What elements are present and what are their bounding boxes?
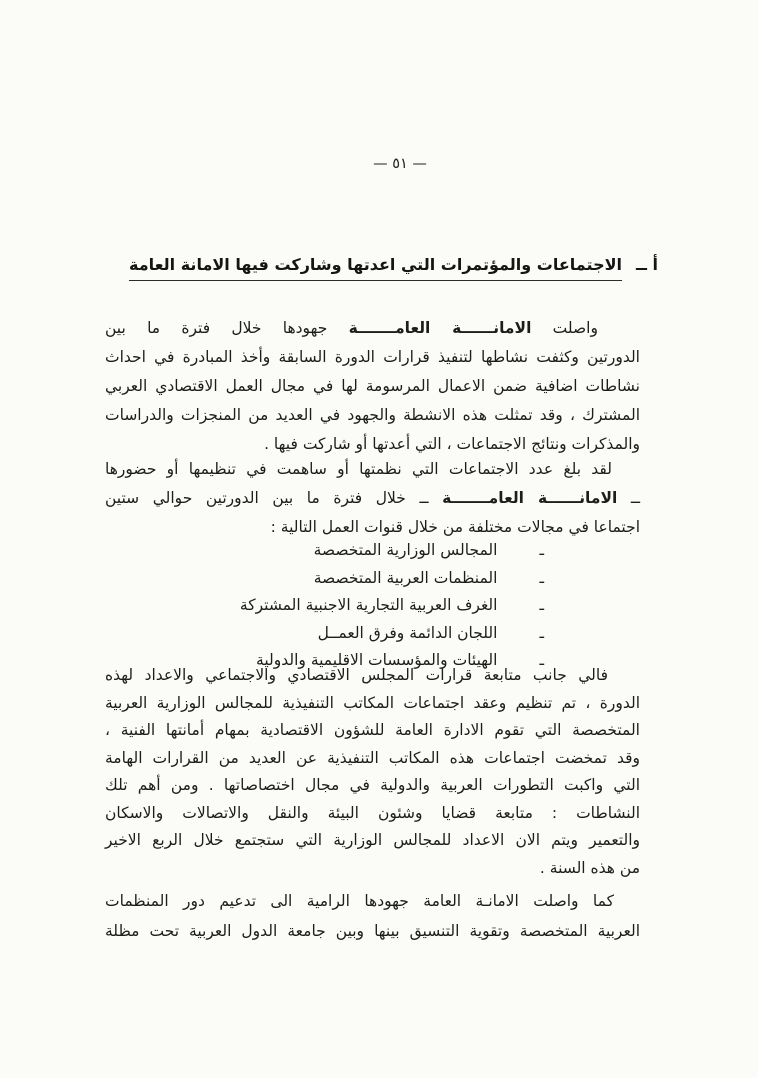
paragraph-1-line-4: المشترك ، وقد تمثلت هذه الانشطة والجهود في العديد من المنجزات والدراسات: [105, 406, 640, 424]
paragraph-3-line-8: من هذه السنة .: [539, 858, 640, 877]
work-channels-list: [105, 537, 640, 675]
paragraph-4-line-2: العربية المتخصصة وتقوية التنسيق بينها وبين جامعة الدول العربية تحت مظلة: [105, 922, 640, 940]
dash-bullet: ـ: [539, 568, 544, 587]
list-item: [105, 620, 640, 648]
paragraph-2-line-3: اجتماعا في مجالات مختلفة من خلال قنوات العمل التالية :: [270, 518, 640, 536]
paragraph-3: [105, 662, 640, 882]
paragraph-2-line-2-tail: خلال فترة ما بين الدورتين حوالي ستين: [105, 489, 406, 507]
paragraph-3-line-1: فالي جانب متابعة قرارات المجلس الاقتصادي والاجتماعي والاعداد لهذه: [105, 666, 608, 684]
paragraph-3-line-5: التي واكبت التطورات العربية والدولية في مجال اختصاصاتها . ومن أهم تلك: [105, 776, 640, 794]
list-item-text: المنظمات العربية المتخصصة: [313, 568, 498, 587]
paragraph-3-line-7: والتعمير ويتم الان الاعداد للمجالس الوزارية التي ستجتمع خلال الربع الاخير: [105, 831, 640, 849]
dash-mark: ــ: [419, 489, 429, 507]
dash-bullet: ـ: [539, 541, 544, 559]
paragraph-1-line-1: [105, 314, 640, 343]
paragraph-2-line-2: [105, 484, 640, 513]
general-secretariat-emphasis: الامانــــــة العامـــــــة: [348, 319, 532, 337]
list-item-text: الغرف العربية التجارية الاجنبية المشتركة: [239, 596, 498, 614]
list-item-text: اللجان الدائمة وفرق العمــل: [317, 623, 498, 642]
list-item: [105, 592, 640, 620]
paragraph-1-line-1-tail: جهودها خلال فترة ما بين: [105, 319, 328, 337]
dash-bullet: ـ: [539, 596, 544, 614]
paragraph-4: [105, 886, 640, 946]
dash-mark: ــ: [630, 489, 641, 507]
list-item-text: المجالس الوزارية المتخصصة: [313, 541, 498, 559]
page-number: — ٥١ —: [373, 156, 427, 172]
paragraph-1-line-1-lead: واصلت: [552, 319, 598, 337]
paragraph-4-line-1: كما واصلت الامانـة العامة جهودها الرامية الى تدعيم دور المنظمات: [105, 892, 614, 910]
list-item: [105, 565, 640, 593]
paragraph-1-line-5: والمذكرات ونتائج الاجتماعات ، التي أعدتها أو شاركت فيها .: [264, 435, 640, 453]
paragraph-3-line-2: الدورة ، تم تنظيم وعقد اجتماعات المكاتب التنفيذية للمجالس الوزارية العربية: [105, 693, 640, 712]
dash-bullet: ـ: [539, 651, 544, 669]
general-secretariat-emphasis: الامانــــــة العامـــــــة: [442, 489, 618, 507]
paragraph-1: [105, 314, 640, 459]
section-heading-text: الاجتماعات والمؤتمرات التي اعدتها وشاركت فيها الامانة العامة: [129, 255, 622, 281]
paragraph-2-line-1: لقد بلغ عدد الاجتماعات التي نظمتها أو ساهمت في تنظيمها أو حضورها: [105, 460, 612, 478]
paragraph-3-line-3: المتخصصة التي تقوم الادارة العامة للشؤون الاقتصادية بمهام أمانتها الفنية ،: [105, 721, 640, 739]
list-item: [105, 537, 640, 565]
paragraph-1-line-2: الدورتين وكثفت نشاطها لتنفيذ قرارات الدورة السابقة وأخذ المبادرة في احداث: [105, 348, 640, 366]
paragraph-2: [105, 455, 640, 542]
paragraph-3-line-4: وقد تمخضت اجتماعات هذه المكاتب التنفيذية عن العديد من القرارات الهامة: [105, 748, 640, 767]
section-heading: [129, 255, 658, 281]
list-item-text: الهيئات والمؤسسات الاقليمية والدولية: [256, 651, 498, 669]
paragraph-3-line-6: النشاطات : متابعة قضايا وشئون البيئة والنقل والاتصالات والاسكان: [105, 803, 640, 822]
dash-bullet: ـ: [539, 623, 544, 642]
paragraph-1-line-3: نشاطات اضافية ضمن الاعمال المرسومة لها في مجال العمل الاقتصادي العربي: [105, 377, 640, 395]
section-marker: أ ــ: [636, 255, 658, 274]
